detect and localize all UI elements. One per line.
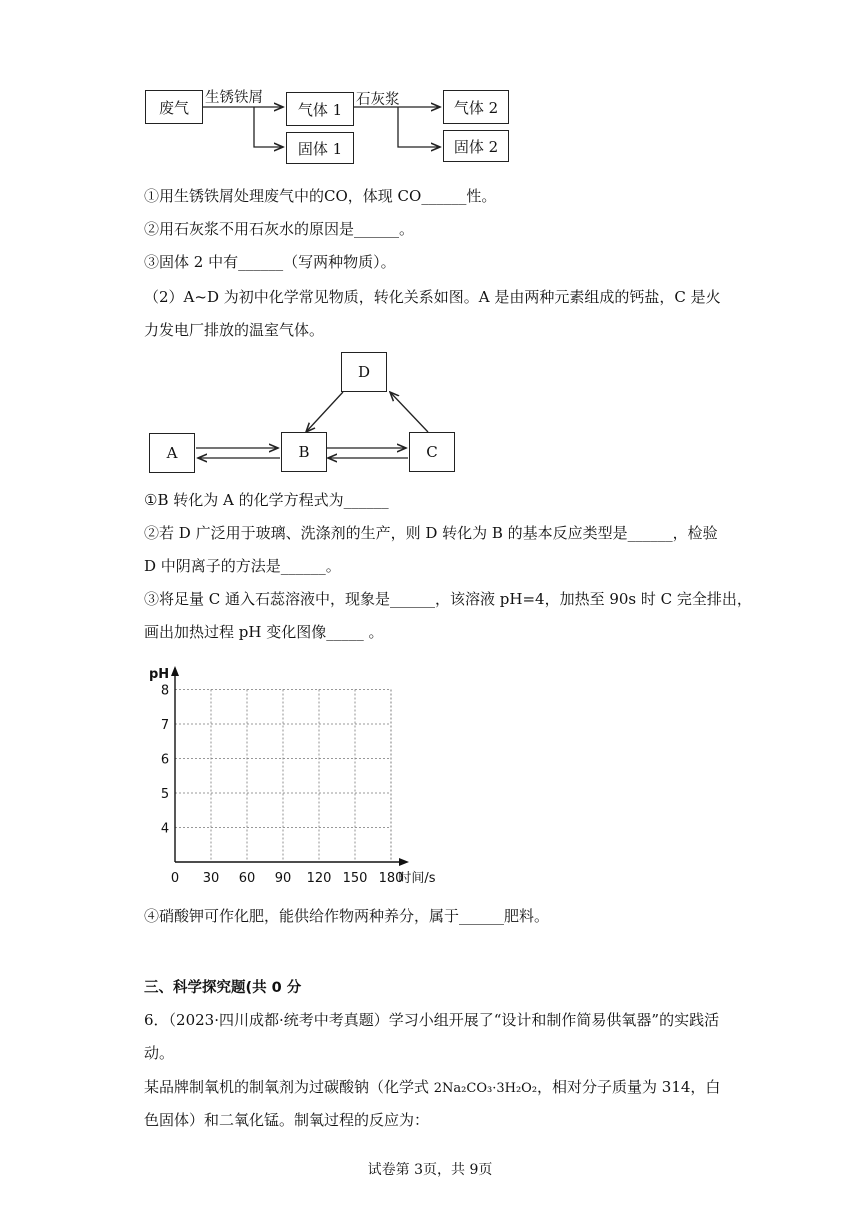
q6-para-line1-b: ，相对分子质量为 314，白 <box>537 1078 721 1096</box>
chemical-formula: 2Na₂CO₃·3H₂O₂ <box>433 1081 538 1096</box>
x-tick-label: 150 <box>342 871 368 886</box>
solid1-label: 固体 1 <box>297 139 343 158</box>
section3-heading: 三、科学探究题(共 0 分 <box>144 980 302 996</box>
node-c <box>409 432 455 472</box>
solid2-label: 固体 2 <box>453 137 499 156</box>
x-tick-label: 0 <box>170 871 180 886</box>
waste-gas-box <box>145 90 203 124</box>
node-a <box>149 433 195 473</box>
q2-item1: ①B 转化为 A 的化学方程式为______ <box>144 491 389 509</box>
q2-item2-line2: D 中阴离子的方法是______。 <box>144 557 341 575</box>
waste-gas-label: 废气 <box>158 98 189 117</box>
node-a-label: A <box>166 444 178 462</box>
page-footer: 试卷第 3页，共 9页 <box>367 1162 493 1178</box>
q1-item3: ③固体 2 中有______（写两种物质）。 <box>144 253 396 271</box>
gas2-label: 气体 2 <box>453 98 499 117</box>
x-axis-arrow <box>399 858 409 866</box>
q1-item1: ①用生锈铁屑处理废气中的CO，体现 CO______性。 <box>144 187 497 205</box>
y-axis-arrow <box>171 666 179 676</box>
gas1-label: 气体 1 <box>297 100 343 119</box>
q2-item3-line2: 画出加热过程 pH 变化图像_____ 。 <box>144 623 384 641</box>
gas2-box <box>443 90 509 124</box>
x-axis-label: 时间/s <box>398 871 436 886</box>
x-tick-label: 120 <box>306 871 332 886</box>
lime-slurry-label: 石灰浆 <box>356 92 400 108</box>
y-axis-label: pH <box>149 667 170 682</box>
q2-intro-line1: （2）A~D 为初中化学常见物质，转化关系如图。A 是由两种元素组成的钙盐，C 是火 <box>144 288 721 306</box>
y-tick-label: 6 <box>160 752 170 768</box>
node-b-label: B <box>298 443 310 461</box>
q2-intro-line2: 力发电厂排放的温室气体。 <box>144 321 325 339</box>
y-tick-label: 7 <box>160 718 170 733</box>
x-tick-label: 90 <box>274 871 292 886</box>
gas1-box <box>286 92 354 126</box>
q6-para-line1-a: 某品牌制氧机的制氧剂为过碳酸钠（化学式 <box>144 1078 434 1096</box>
q2-item2-line1: ②若 D 广泛用于玻璃、洗涤剂的生产，则 D 转化为 B 的基本反应类型是______，检验 <box>144 524 718 542</box>
x-tick-label: 30 <box>202 871 220 886</box>
rusty-iron-label: 生锈铁屑 <box>205 90 263 106</box>
q6-line1: 6．（2023·四川成都·统考中考真题）学习小组开展了“设计和制作简易供氧器”的实践活 <box>144 1011 720 1029</box>
node-b <box>281 432 327 472</box>
q6-para-line1 <box>144 1077 720 1099</box>
q2-item3-line1: ③将足量 C 通入石蕊溶液中，现象是______，该溶液 pH=4，加热至 90s 时 C 完全排出， <box>144 590 752 608</box>
ph-chart <box>140 660 480 890</box>
q6-line2: 动。 <box>144 1044 175 1062</box>
y-tick-label: 4 <box>160 821 170 837</box>
solid1-box <box>286 132 354 164</box>
node-d-label: D <box>357 363 371 381</box>
flow-diagram-arrows <box>0 0 860 175</box>
y-tick-label: 8 <box>160 683 170 699</box>
q2-item4: ④硝酸钾可作化肥，能供给作物两种养分，属于______肥料。 <box>144 907 550 925</box>
q6-para-line2: 色固体）和二氧化锰。制氧过程的反应为： <box>144 1111 430 1129</box>
node-d <box>341 352 387 392</box>
y-tick-label: 5 <box>160 787 170 802</box>
x-tick-label: 180 <box>378 871 404 886</box>
solid2-box <box>443 130 509 162</box>
node-c-label: C <box>426 443 438 461</box>
q1-item2: ②用石灰浆不用石灰水的原因是______。 <box>144 220 415 238</box>
x-tick-label: 60 <box>238 871 256 886</box>
